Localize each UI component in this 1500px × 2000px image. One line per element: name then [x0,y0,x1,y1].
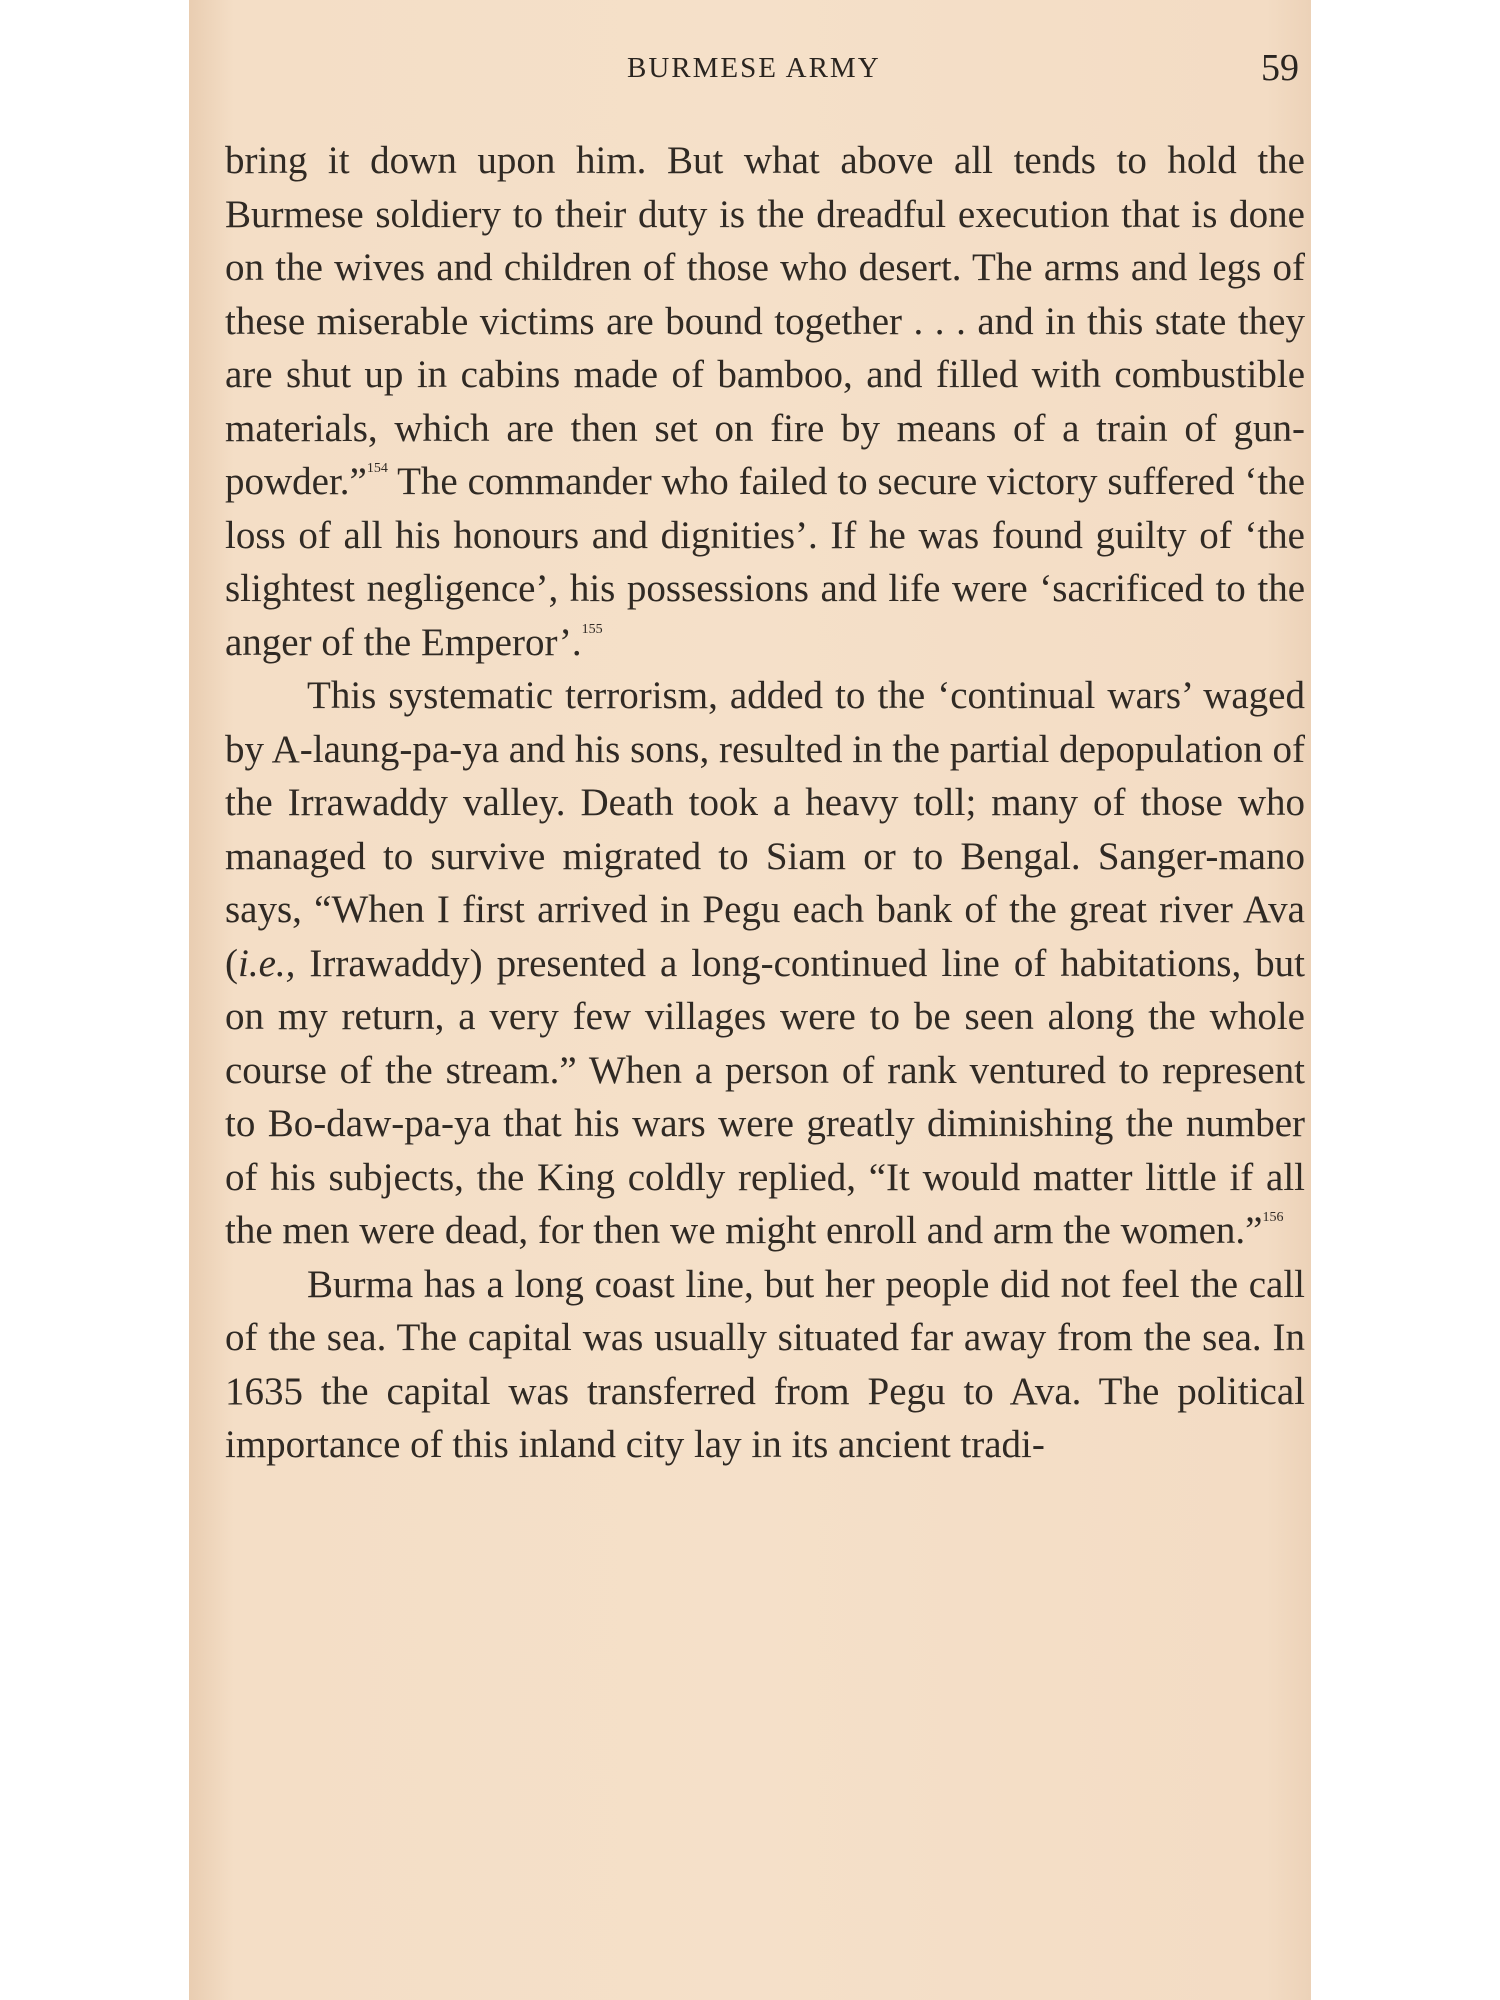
footnote-ref-154[interactable]: 154 [366,461,388,476]
text-segment: This systematic terrorism, added to the ‘continual wars’ waged by A-laung-pa-ya and his sons, resulted in the partial depopulation of the Irrawaddy valley. Death took a heavy toll; many of those who managed to survive migrated to Siam or to Bengal. Sanger-mano says, “When I first arrived in Pegu each bank of the great river Ava ( [225,674,1305,985]
book-page [189,0,1311,2000]
italic-abbreviation: i.e., [238,941,296,985]
paragraph-3 [225,1258,1305,1472]
footnote-ref-156[interactable]: 156 [1262,1210,1284,1225]
running-head [189,46,1311,89]
text-segment: Burma has a long coast line, but her people did not feel the call of the sea. The capital was usually situated far away from the sea. In 1635 the capital was transferred from Pegu to Ava. The political importance of this inland city lay in its ancient tradi- [225,1262,1305,1466]
page-number: 59 [1261,47,1299,89]
footnote-ref-155[interactable]: 155 [581,621,603,637]
body-text [225,134,1305,1472]
running-title: BURMESE ARMY [627,52,881,84]
text-segment: bring it down upon him. But what above all tends to hold the Burmese soldiery to their duty is the dreadful execution that is done on the wives and children of those who desert. The arms and legs of these miserable victims are bound together . . . and in this state they are shut up in cabins made of bamboo, and filled with combustible materials, which are then set on fire by means of a train of gun-powder.” [225,139,1305,503]
text-segment: Irrawaddy) presented a long-continued line of habitations, but on my return, a very few villages were to be seen along the whole course of the stream.” When a person of rank ventured to represent to Bo-daw-pa-ya that his wars were greatly diminishing the number of his subjects, the King coldly replied, “It would matter little if all the men were dead, for then we might enroll and arm the women.” [225,941,1305,1252]
text-segment: The commander who failed to secure victory suffered ‘the loss of all his honours and dignities’. If he was found guilty of ‘the slightest negligence’, his possessions and life were ‘sacrificed to the anger of the Emperor’. [225,460,1305,664]
paragraph-2 [225,669,1305,1258]
paragraph-1 [225,134,1305,669]
